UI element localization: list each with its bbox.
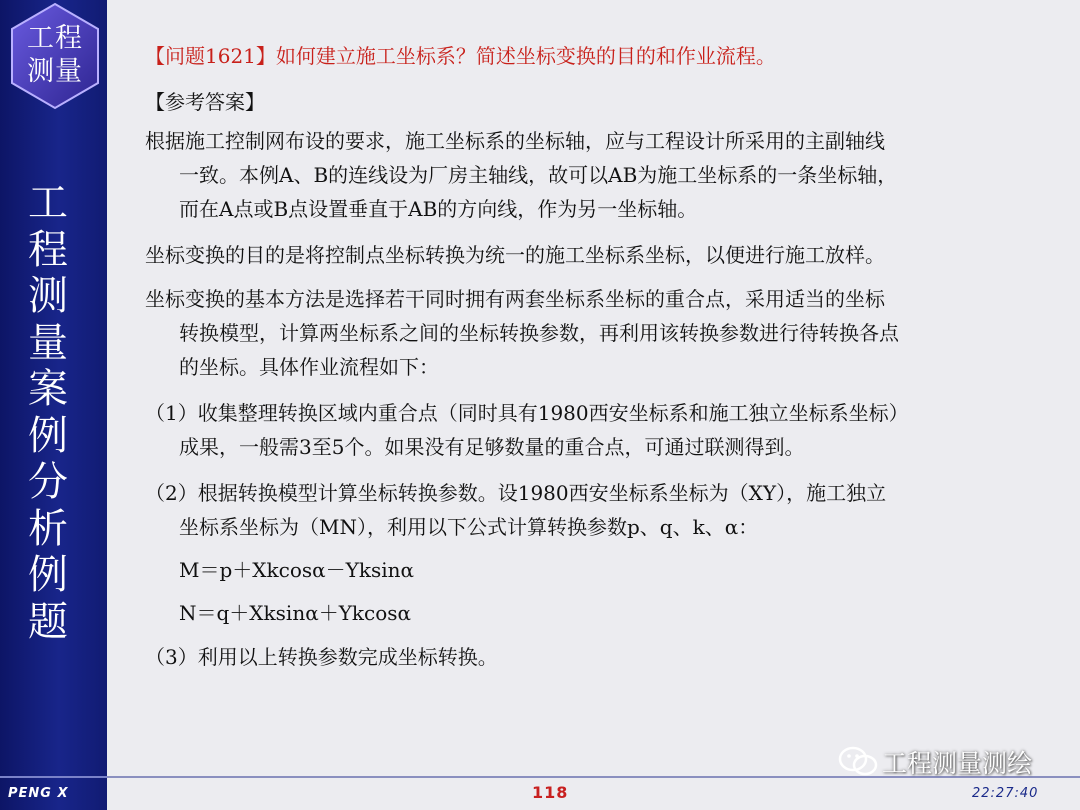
sidebar-divider [0,776,107,778]
paragraph-line: 一致。本例A、B的连线设为厂房主轴线，故可以AB为施工坐标系的一条坐标轴， [179,163,898,187]
author-label: PENG X [8,786,69,801]
step-line: 坐标系坐标为（MN），利用以下公式计算转换参数p、q、k、α： [179,515,759,539]
step-line: 成果，一般需3至5个。如果没有足够数量的重合点，可通过联测得到。 [179,435,805,459]
sidebar-title: 工程测量案例分析例题 [28,180,68,645]
step-1 [145,396,909,464]
step-line: （2）根据转换模型计算坐标转换参数。设1980西安坐标系坐标为（XY），施工独立 [145,481,887,505]
paragraph-line: 的坐标。具体作业流程如下： [179,355,439,379]
formula-m: M＝p＋Xkcosα－Yksinα [179,558,415,582]
formula-n: N＝q＋Xksinα＋Ykcosα [179,601,412,625]
step-line: （1）收集整理转换区域内重合点（同时具有1980西安坐标系和施工独立坐标系坐标） [145,401,909,425]
paragraph-line: 转换模型，计算两坐标系之间的坐标转换参数，再利用该转换参数进行待转换各点 [179,321,899,345]
question-title: 【问题1621】如何建立施工坐标系？简述坐标变换的目的和作业流程。 [145,44,776,68]
badge-line-2: 测量 [27,56,83,87]
answer-heading: 【参考答案】 [145,90,265,114]
paragraph-1 [145,124,897,226]
paragraph-3 [145,282,899,384]
paragraph-line: 根据施工控制网布设的要求，施工坐标系的坐标轴，应与工程设计所采用的主副轴线 [145,129,885,153]
step-2 [145,476,886,544]
paragraph-line: 坐标变换的目的是将控制点坐标转换为统一的施工坐标系坐标，以便进行施工放样。 [145,243,885,267]
paragraph-line: 坐标变换的基本方法是选择若干同时拥有两套坐标系坐标的重合点，采用适当的坐标 [145,287,885,311]
paragraph-2 [145,238,885,272]
wechat-icon [838,745,878,779]
badge-text [8,22,102,88]
timestamp: 22:27:40 [972,786,1039,801]
sidebar [0,0,107,810]
paragraph-line: 而在A点或B点设置垂直于AB的方向线，作为另一坐标轴。 [179,197,698,221]
watermark-text: 工程测量测绘 [882,749,1033,778]
course-badge [8,2,102,110]
step-3: （3）利用以上转换参数完成坐标转换。 [145,645,498,669]
page-number: 118 [532,783,569,802]
badge-line-1: 工程 [27,23,83,54]
